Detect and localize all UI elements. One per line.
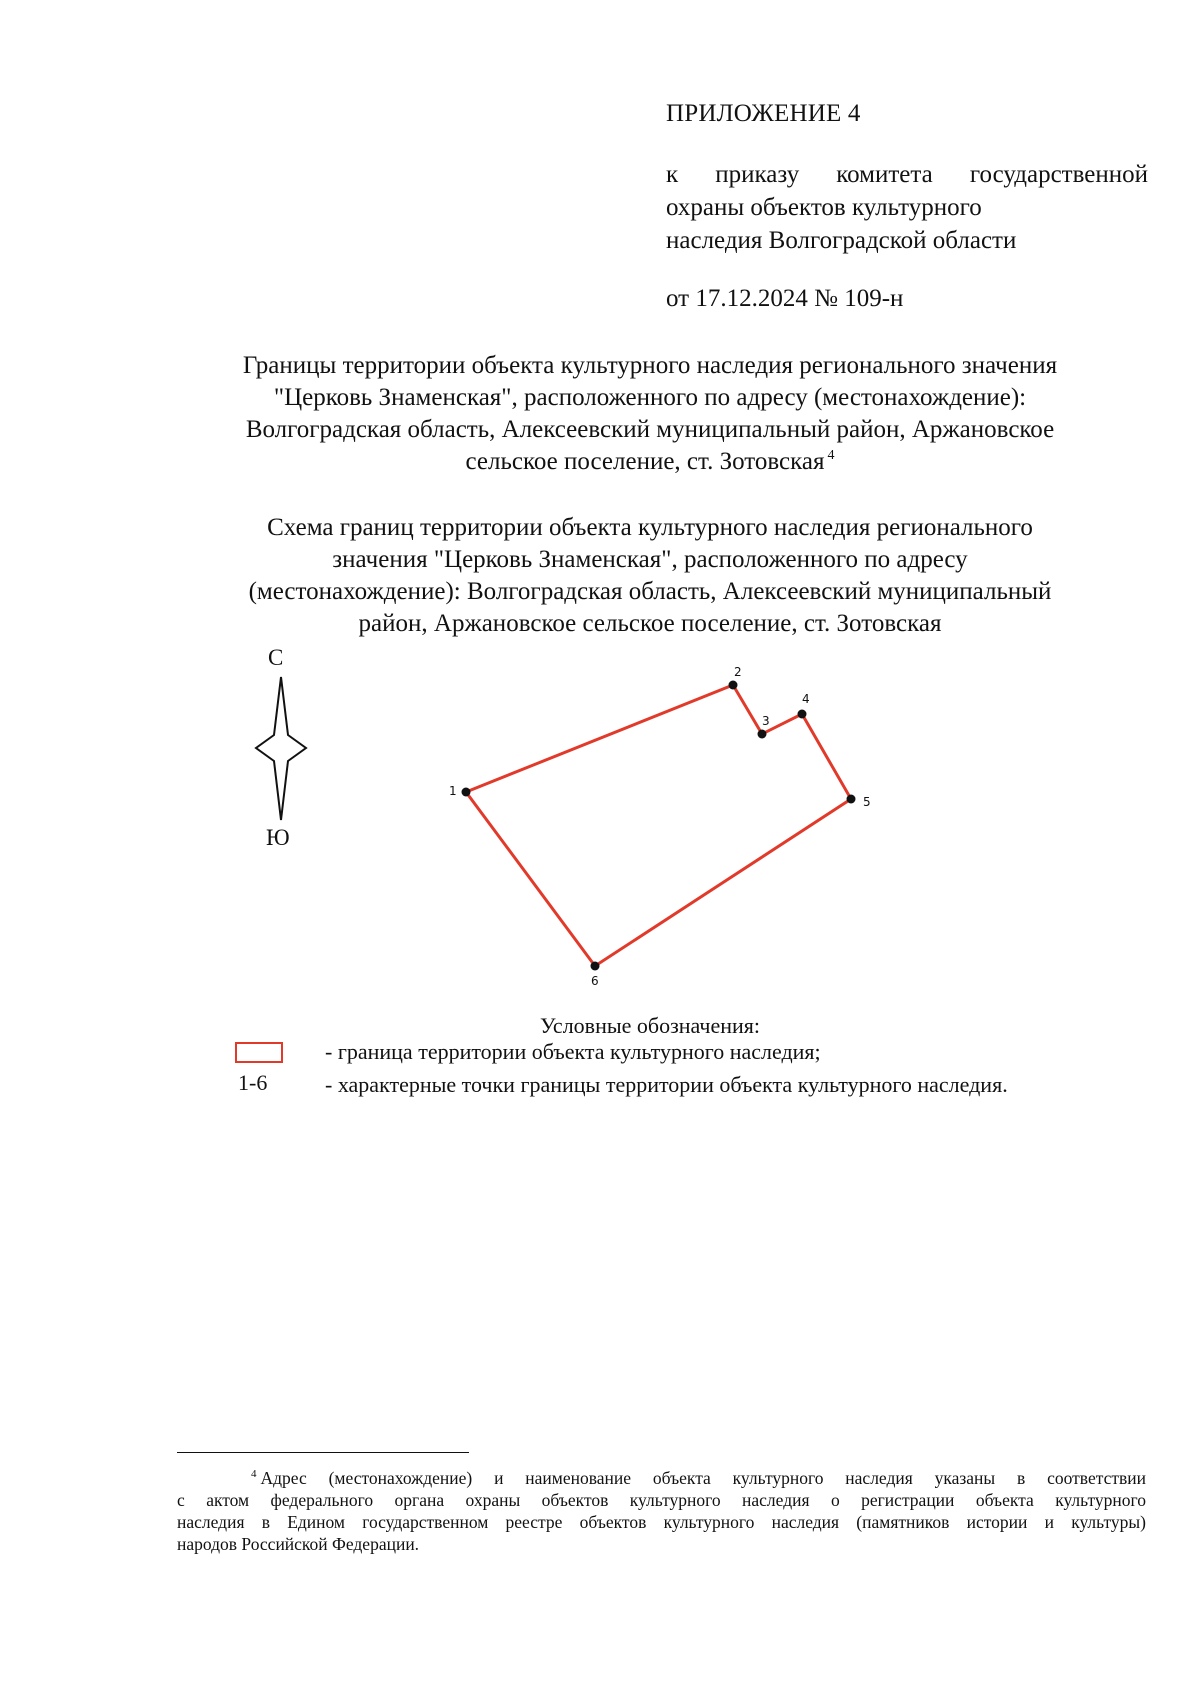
scheme-title-line: (местонахождение): Волгоградская область, Алексеевский муниципальный <box>248 578 1052 605</box>
footnote-line: с актом федерального органа охраны объектов культурного наследия о регистрации объекта культурного <box>177 1490 1146 1510</box>
boundary-point-2 <box>729 681 738 690</box>
boundary-point-1 <box>462 788 471 797</box>
scheme-title-line: Схема границ территории объекта культурного наследия регионального <box>267 514 1033 541</box>
boundary-point-3 <box>758 730 767 739</box>
title-line: Волгоградская область, Алексеевский муниципальный район, Аржановское <box>245 416 1055 443</box>
footnote-divider <box>177 1452 469 1453</box>
footnote-line: народов Российской Федерации. <box>177 1534 420 1554</box>
territory-boundary-polygon <box>466 685 851 966</box>
compass-star-icon <box>256 677 306 820</box>
order-reference-line: наследия Волгоградской области <box>666 227 1017 254</box>
footnote-line <box>177 1467 1146 1489</box>
boundary-point-label: 1 <box>449 784 457 798</box>
boundary-point-label: 5 <box>863 795 871 809</box>
boundary-point-label: 4 <box>802 692 810 706</box>
footnote-line-text: Адрес (местонахождение) и наименование объекта культурного наследия указаны в соответствии <box>260 1468 1146 1488</box>
order-date: от 17.12.2024 № 109-н <box>666 285 904 312</box>
compass-north-label: С <box>268 645 284 670</box>
title-line-text: сельское поселение, ст. Зотовская <box>465 448 825 475</box>
legend-heading: Условные обозначения: <box>540 1013 761 1038</box>
boundary-point-label: 3 <box>762 714 770 728</box>
footnote <box>177 1467 1146 1555</box>
boundary-point-6 <box>591 962 600 971</box>
title-line: "Церковь Знаменская", расположенного по адресу (местонахождение): <box>273 384 1027 411</box>
legend-boundary-swatch <box>235 1042 283 1063</box>
footnote-line: наследия в Едином государственном реестре объектов культурного наследия (памятников истории и культуры) <box>177 1512 1146 1532</box>
legend-boundary-text: - граница территории объекта культурного наследия; <box>325 1039 821 1064</box>
boundary-point-5 <box>847 795 856 804</box>
appendix-title: ПРИЛОЖЕНИЕ 4 <box>666 100 861 127</box>
scheme-title-line: район, Аржановское сельское поселение, ст. Зотовская <box>358 610 942 637</box>
title-line: Границы территории объекта культурного наследия регионального значения <box>242 352 1058 379</box>
legend-points-text: - характерные точки границы территории объекта культурного наследия. <box>325 1072 1008 1097</box>
boundary-point-label: 2 <box>734 665 742 679</box>
boundary-point-label: 6 <box>591 974 599 988</box>
compass-south-label: Ю <box>266 825 290 850</box>
footnote-mark: 4 <box>251 1468 257 1480</box>
boundary-layer <box>449 665 871 988</box>
order-reference-line: к приказу комитета государственной <box>666 161 1148 188</box>
order-reference-line: охраны объектов культурного <box>666 194 982 221</box>
footnote-reference[interactable]: 4 <box>827 448 835 463</box>
boundary-point-4 <box>798 710 807 719</box>
scheme-title-line: значения "Церковь Знаменская", расположенного по адресу <box>332 546 968 573</box>
legend-points-code: 1-6 <box>238 1070 268 1095</box>
